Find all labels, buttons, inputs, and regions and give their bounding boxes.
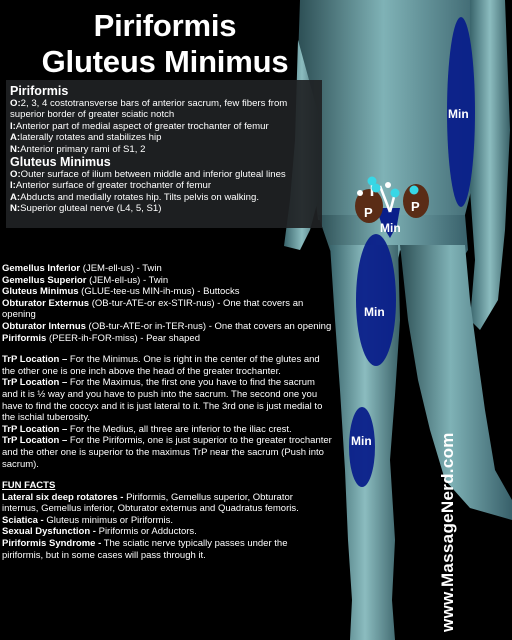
pronunciation-item: Obturator Internus (OB-tur-ATE-or in-TER-nus) - One that covers an opening [2, 320, 332, 332]
trigger-point [372, 184, 381, 193]
title-line-piriformis: Piriformis [93, 8, 237, 43]
trigger-point-item: TrP Location – For the Medius, all three are inferior to the iliac crest. [2, 423, 292, 435]
trigger-point [385, 182, 391, 188]
piriformis-origin: O:2, 3, 4 costotransverse bars of anterior sacrum, few fibers from superior border of greater sciatic notch [10, 98, 288, 121]
trigger-point-item: TrP Location – For the Maximus, the first one you have to find the sacrum and it is ½ way and you have to push into the sacrum. The second one you have to find the coccyx and it is just lateral to it. The 3rd one is just medial to the ischial tuberosity. [2, 377, 323, 424]
gluteus-minimus-nerve: N:Superior gluteal nerve (L4, 5, S1) [10, 203, 162, 215]
pronunciation-item: Piriformis (PEER-ih-FOR-miss) - Pear shaped [2, 332, 200, 344]
gluteus-minimus-heading: Gluteus Minimus [10, 155, 111, 170]
label-min-calf: Min [351, 434, 372, 448]
trigger-point [410, 186, 419, 195]
piriformis-heading: Piriformis [10, 84, 69, 98]
piriformis-nerve: N:Anterior primary rami of S1, 2 [10, 143, 146, 155]
fun-fact-item: Lateral six deep rotatores - Piriformis, Gemellus superior, Obturator internus, Gemellus inferior, Obturator externus and Quadratus femoris. [2, 491, 299, 515]
fun-fact-item: Sciatica - Gluteus minimus or Piriformis. [2, 514, 174, 526]
title-line-gluteus-minimus: Gluteus Minimus [41, 44, 289, 79]
page-title [0, 8, 330, 80]
muscle-info-box [6, 80, 322, 228]
pronunciation-item: Gluteus Minimus (GLUE-tee-us MIN-ih-mus) - Buttocks [2, 286, 240, 298]
fun-fact-item: Sexual Dysfunction - Piriformis or Adductors. [2, 526, 197, 538]
fun-fact-item: Piriformis Syndrome - The sciatic nerve typically passes under the piriformis, but in some cases will pass through it. [2, 538, 288, 561]
trigger-point [357, 190, 363, 196]
gluteus-minimus-insertion: I:Anterior surface of greater trochanter of femur [10, 180, 212, 192]
label-min-arm: Min [448, 107, 469, 121]
trigger-point-item: TrP Location – For the Piriformis, one is just superior to the greater trochanter and the other one is superior to the maximus TrP near the sacrum (Push into sacrum). [2, 435, 332, 470]
trigger-point-item: TrP Location – For the Minimus. One is right in the center of the glutes and the other one is one inch above the head of the greater trochanter. [2, 354, 320, 377]
label-min-hip: Min [380, 221, 401, 235]
gluteus-minimus-action: A:Abducts and medially rotates hip. Tilts pelvis on walking. [10, 191, 260, 203]
piriformis-insertion: I:Anterior part of medial aspect of greater trochanter of femur [10, 120, 269, 132]
fun-facts-heading: FUN FACTS [2, 480, 56, 492]
pronunciation-item: Obturator Externus (OB-tur-ATE-or ex-STIR-nus) - One that covers an opening [2, 297, 304, 321]
label-piriformis-right: P [411, 199, 420, 214]
pronunciation-item: Gemellus Inferior (JEM-ell-us) - Twin [2, 263, 162, 274]
trigger-point [391, 189, 400, 198]
label-min-thigh: Min [364, 305, 385, 319]
right-arm-shape [470, 0, 510, 330]
pronunciation-item: Gemellus Superior (JEM-ell-us) - Twin [2, 274, 169, 286]
label-piriformis-left: P [364, 205, 373, 220]
website-url: www.MassageNerd.com [438, 432, 457, 632]
gluteus-minimus-origin: O:Outer surface of ilium between middle and inferior gluteal lines [10, 169, 286, 181]
piriformis-action: A:laterally rotates and stabilizes hip [10, 132, 162, 144]
